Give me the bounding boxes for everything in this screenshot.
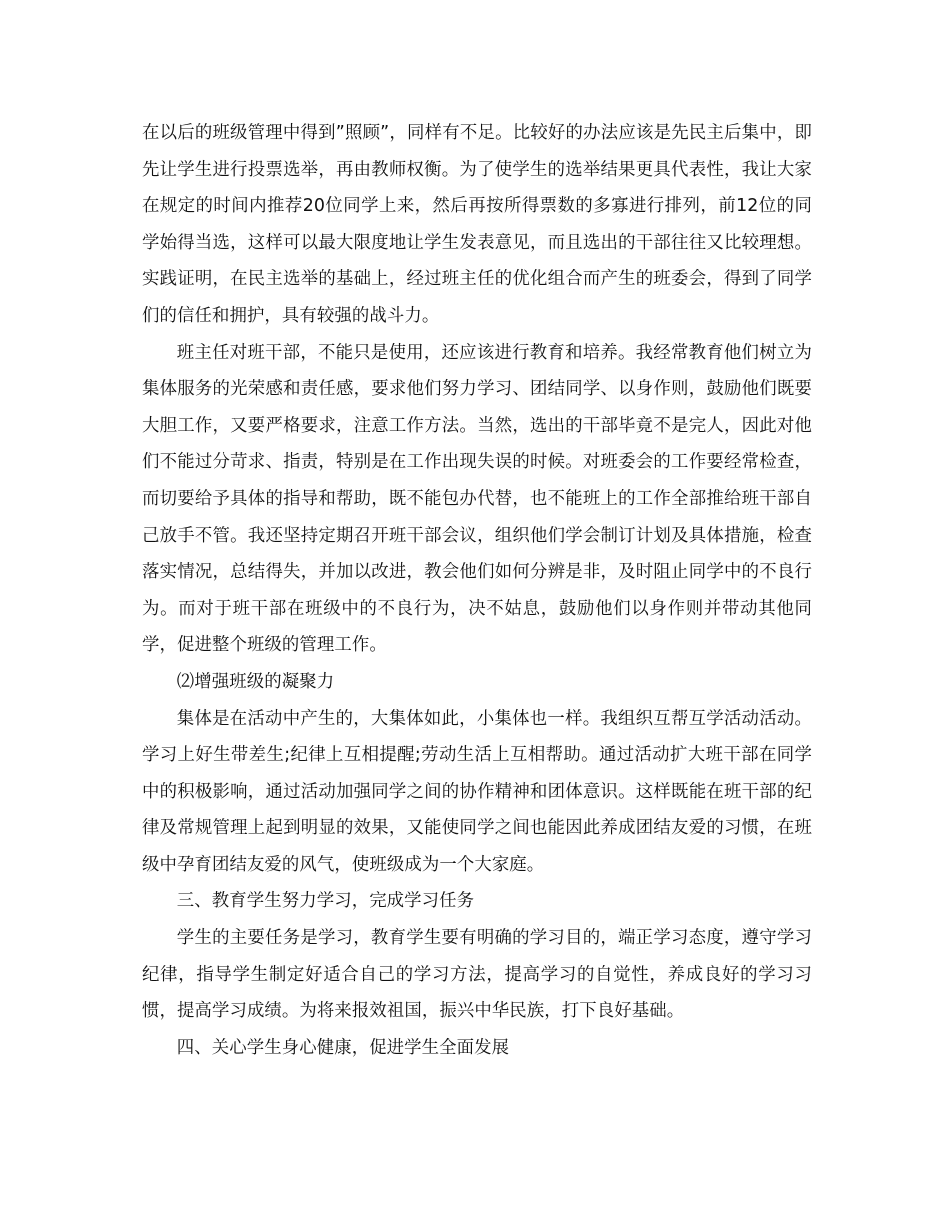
paragraph-group-activities: 集体是在活动中产生的，大集体如此，小集体也一样。我组织互帮互学活动活动。学习上好生带差生;纪律上互相提醒;劳动生活上互相帮助。通过活动扩大班干部在同学中的积极影响，通过活动加强同学之间的协作精神和团体意识。这样既能在班干部的纪律及常规管理上起到明显的效果，又能使同学之间也能因此养成团结友爱的习惯，在班级中孕育团结友爱的风气，使班级成为一个大家庭。 bbox=[142, 708, 812, 875]
subheading-cohesion: ⑵增强班级的凝聚力 bbox=[176, 671, 335, 692]
document-body bbox=[142, 115, 812, 1066]
section-heading-study: 三、教育学生努力学习，完成学习任务 bbox=[176, 891, 475, 912]
paragraph-class-election: 在以后的班级管理中得到”照顾”，同样有不足。比较好的办法应该是先民主后集中，即先让学生进行投票选举，再由教师权衡。为了使学生的选举结果更具代表性，我让大家在规定的时间内推荐20位同学上来，然后再按所得票数的多寡进行排列，前12位的同学始得当选，这样可以最大限度地让学生发表意见，而且选出的干部往往又比较理想。实践证明，在民主选举的基础上，经过班主任的优化组合而产生的班委会，得到了同学们的信任和拥护，具有较强的战斗力。 bbox=[142, 123, 812, 326]
paragraph-cadre-training: 班主任对班干部，不能只是使用，还应该进行教育和培养。我经常教育他们树立为集体服务的光荣感和责任感，要求他们努力学习、团结同学、以身作则，鼓励他们既要大胆工作，又要严格要求，注意工作方法。当然，选出的干部毕竟不是完人，因此对他们不能过分苛求、指责，特别是在工作出现失误的时候。对班委会的工作要经常检查，而切要给予具体的指导和帮助，既不能包办代替，也不能班上的工作全部推给班干部自己放手不管。我还坚持定期召开班干部会议，组织他们学会制订计划及具体措施，检查落实情况，总结得失，并加以改进，教会他们如何分辨是非，及时阻止同学中的不良行为。而对于班干部在班级中的不良行为，决不姑息，鼓励他们以身作则并带动其他同学，促进整个班级的管理工作。 bbox=[142, 342, 812, 656]
paragraph-study-tasks: 学生的主要任务是学习，教育学生要有明确的学习目的，端正学习态度，遵守学习纪律，指导学生制定好适合自己的学习方法，提高学习的自觉性，养成良好的学习习惯，提高学习成绩。为将来报效祖国，振兴中华民族，打下良好基础。 bbox=[142, 928, 812, 1022]
section-heading-health: 四、关心学生身心健康，促进学生全面发展 bbox=[176, 1037, 510, 1058]
